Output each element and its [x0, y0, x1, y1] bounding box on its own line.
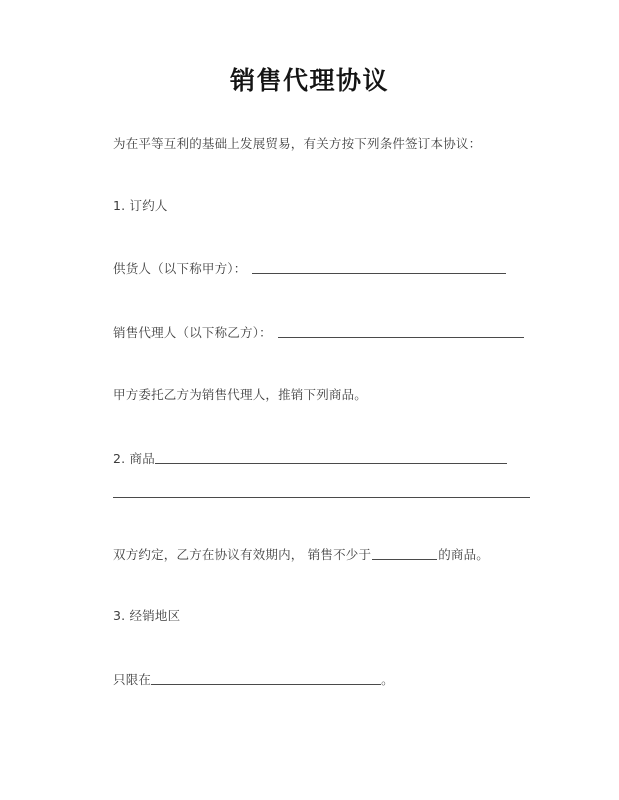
area-paragraph	[113, 671, 394, 689]
goods-blank-input-continuation[interactable]	[113, 497, 530, 498]
section-1-title: 订约人	[129, 198, 168, 213]
area-prefix-text: 只限在	[113, 672, 152, 687]
goods-blank-input[interactable]	[155, 450, 507, 464]
agent-label: 销售代理人（以下称乙方）：	[113, 325, 272, 340]
area-suffix-text: 。	[381, 672, 394, 687]
quota-prefix-text: 双方约定，乙方在协议有效期内， 销售不少于	[113, 547, 372, 562]
intro-paragraph: 为在平等互利的基础上发展贸易，有关方按下列条件签订本协议：	[113, 136, 482, 151]
page-title: 销售代理协议	[229, 66, 389, 95]
quota-paragraph	[113, 546, 489, 564]
entrust-paragraph: 甲方委托乙方为销售代理人，推销下列商品。	[113, 387, 368, 402]
supplier-blank-input[interactable]	[252, 260, 506, 274]
section-3-number: 3.	[113, 608, 126, 623]
section-2-heading	[113, 450, 507, 468]
quota-blank-input[interactable]	[372, 546, 437, 560]
supplier-label: 供货人（以下称甲方）：	[113, 261, 247, 276]
section-1-heading	[113, 197, 168, 215]
area-blank-input[interactable]	[151, 671, 381, 685]
section-1-number: 1.	[113, 198, 126, 213]
quota-suffix-text: 的商品。	[438, 547, 489, 562]
agent-field-row	[113, 324, 524, 342]
section-2-title: 商品	[129, 451, 155, 466]
supplier-field-row	[113, 260, 506, 278]
section-2-number: 2.	[113, 451, 126, 466]
agent-blank-input[interactable]	[278, 324, 524, 338]
section-3-heading	[113, 607, 180, 625]
section-3-title: 经销地区	[129, 608, 181, 623]
